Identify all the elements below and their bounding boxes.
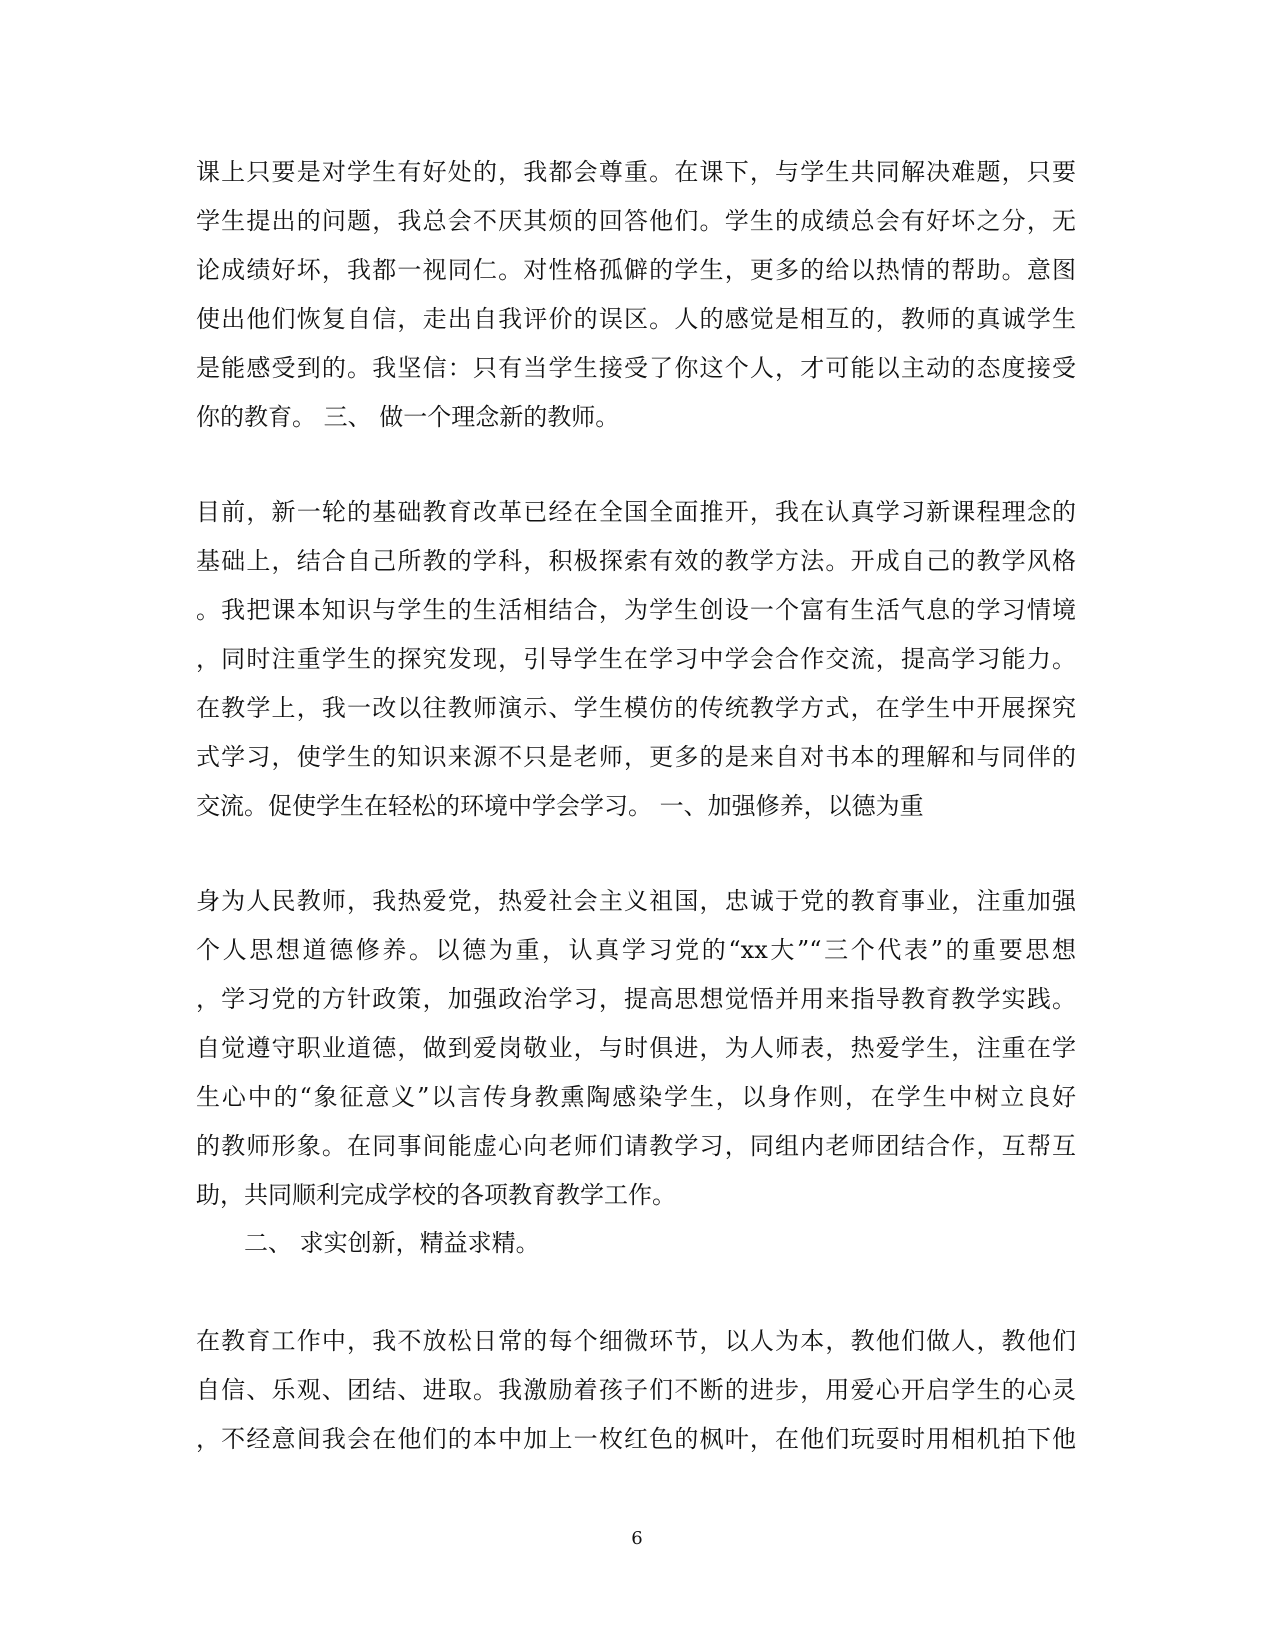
text-line: 个人思想道德修养。以德为重，认真学习党的“xx大”“三个代表”的重要思想 [196,936,1076,964]
paragraph-teaching-reform [196,488,1076,831]
text-line: 的教师形象。在同事间能虚心向老师们请教学习，同组内老师团结合作，互帮互 [196,1132,1076,1160]
text-line: 是能感受到的。我坚信：只有当学生接受了你这个人，才可能以主动的态度接受 [196,354,1076,382]
text-line: 自信、乐观、团结、进取。我激励着孩子们不断的进步，用爱心开启学生的心灵 [196,1376,1076,1404]
text-line: 。我把课本知识与学生的生活相结合，为学生创设一个富有生活气息的学习情境 [196,596,1076,624]
text-line: 交流。促使学生在轻松的环境中学会学习。 一、加强修养，以德为重 [196,792,924,820]
text-line: ，不经意间我会在他们的本中加上一枚红色的枫叶，在他们玩耍时用相机拍下他 [196,1425,1076,1453]
text-line: 助，共同顺利完成学校的各项教育教学工作。 [196,1181,676,1209]
text-line: 学生提出的问题，我总会不厌其烦的回答他们。学生的成绩总会有好坏之分，无 [196,207,1076,235]
paragraph-education-work [196,1317,1076,1464]
text-line: 在教育工作中，我不放松日常的每个细微环节，以人为本，教他们做人，教他们 [196,1327,1076,1355]
section-heading-text: 二、 求实创新，精益求精。 [244,1229,540,1257]
text-line: ，学习党的方针政策，加强政治学习，提高思想觉悟并用来指导教育教学实践。 [196,985,1076,1013]
text-line: 目前，新一轮的基础教育改革已经在全国全面推开，我在认真学习新课程理念的 [196,498,1076,526]
text-line: 你的教育。 三、 做一个理念新的教师。 [196,403,620,431]
page-number: 6 [631,1528,643,1549]
text-line: 式学习，使学生的知识来源不只是老师，更多的是来自对书本的理解和与同伴的 [196,743,1076,771]
text-line: ，同时注重学生的探究发现，引导学生在学习中学会合作交流，提高学习能力。 [196,645,1076,673]
text-line: 生心中的“象征意义”以言传身教熏陶感染学生，以身作则，在学生中树立良好 [196,1083,1076,1111]
text-line: 使出他们恢复自信，走出自我评价的误区。人的感觉是相互的，教师的真诚学生 [196,305,1076,333]
section-heading [196,1219,1076,1268]
paragraph-moral-cultivation [196,877,1076,1220]
text-line: 课上只要是对学生有好处的，我都会尊重。在课下，与学生共同解决难题，只要 [196,158,1076,186]
text-line: 在教学上，我一改以往教师演示、学生模仿的传统教学方式，在学生中开展探究 [196,694,1076,722]
text-line: 自觉遵守职业道德，做到爱岗敬业，与时俱进，为人师表，热爱学生，注重在学 [196,1034,1076,1062]
paragraph-respect-students [196,148,1076,442]
text-line: 基础上，结合自己所教的学科，积极探索有效的教学方法。开成自己的教学风格 [196,547,1076,575]
text-line: 论成绩好坏，我都一视同仁。对性格孤僻的学生，更多的给以热情的帮助。意图 [196,256,1076,284]
text-line: 身为人民教师，我热爱党，热爱社会主义祖国，忠诚于党的教育事业，注重加强 [196,887,1076,915]
